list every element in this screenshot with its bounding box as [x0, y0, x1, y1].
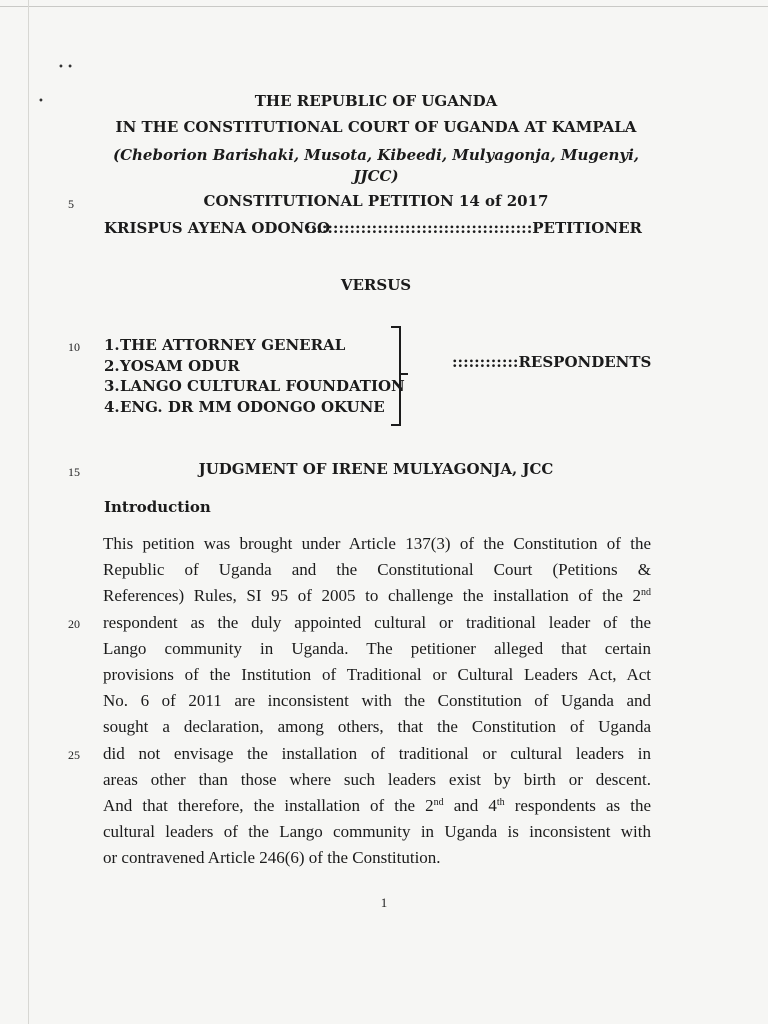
paragraph-line: did not envisage the installation of traditional or cultural leaders in — [103, 743, 651, 763]
line-number: 15 — [68, 465, 80, 479]
scan-speck: • • — [58, 62, 73, 73]
respondent-item: 2.YOSAM ODUR — [104, 356, 240, 375]
paragraph-line: or contravened Article 246(6) of the Constitution. — [103, 848, 441, 868]
scan-speck: • — [38, 96, 44, 107]
respondents-bracket — [391, 326, 401, 426]
respondent-item: 4.ENG. DR MM ODONGO OKUNE — [104, 397, 385, 416]
respondents-role: ::::::::::::RESPONDENTS — [452, 353, 652, 371]
scan-edge-left — [28, 0, 29, 1024]
judgment-title: JUDGMENT OF IRENE MULYAGONJA, JCC — [198, 460, 554, 478]
line-number: 5 — [68, 197, 74, 211]
court-title: IN THE CONSTITUTIONAL COURT OF UGANDA AT KAMPALA — [115, 118, 637, 136]
section-heading: Introduction — [104, 498, 211, 516]
respondent-item: 3.LANGO CULTURAL FOUNDATION — [104, 377, 405, 395]
versus-label: VERSUS — [340, 276, 412, 294]
paragraph-line: Lango community in Uganda. The petitioner alleged that certain — [103, 638, 651, 658]
republic-title: THE REPUBLIC OF UGANDA — [254, 92, 498, 110]
petitioner-line — [104, 219, 642, 239]
coram-line-2: JJCC) — [353, 167, 399, 185]
coram-line-1: (Cheborion Barishaki, Musota, Kibeedi, Mulyagonja, Mugenyi, — [112, 146, 640, 164]
page-number: 1 — [380, 895, 388, 910]
paragraph-line: cultural leaders of the Lango community in Uganda is inconsistent with — [103, 822, 651, 842]
line-number: 25 — [68, 748, 80, 762]
body-paragraph — [103, 531, 651, 871]
respondents-bracket-tick — [400, 373, 408, 375]
paragraph-line: Republic of Uganda and the Constitutional Court (Petitions & — [103, 560, 651, 580]
paragraph-line: areas other than those where such leaders exist by birth or descent. — [103, 769, 651, 789]
paragraph-line: respondent as the duly appointed cultural or traditional leader of the — [103, 612, 651, 632]
paragraph-line: No. 6 of 2011 are inconsistent with the Constitution of Uganda and — [103, 691, 651, 711]
petitioner-role: :::::::::::::::::::::::::::::::::::::::::PETITIONER — [305, 219, 642, 237]
line-number: 10 — [68, 340, 80, 354]
respondent-item: 1.THE ATTORNEY GENERAL — [104, 336, 346, 354]
respondent-list — [104, 335, 405, 417]
paragraph-line: This petition was brought under Article 137(3) of the Constitution of the — [103, 534, 651, 553]
paragraph-line: And that therefore, the installation of the 2nd and 4th respondents as the — [103, 795, 652, 815]
paragraph-line: References) Rules, SI 95 of 2005 to challenge the installation of the 2nd — [103, 586, 651, 606]
paragraph-line: sought a declaration, among others, that the Constitution of Uganda — [103, 717, 651, 737]
scan-edge-top — [0, 6, 768, 7]
petitioner-name: KRISPUS AYENA ODONGO — [104, 219, 331, 237]
petition-number: CONSTITUTIONAL PETITION 14 of 2017 — [203, 192, 549, 210]
line-number: 20 — [68, 617, 80, 631]
paragraph-line: provisions of the Institution of Traditional or Cultural Leaders Act, Act — [103, 664, 651, 684]
